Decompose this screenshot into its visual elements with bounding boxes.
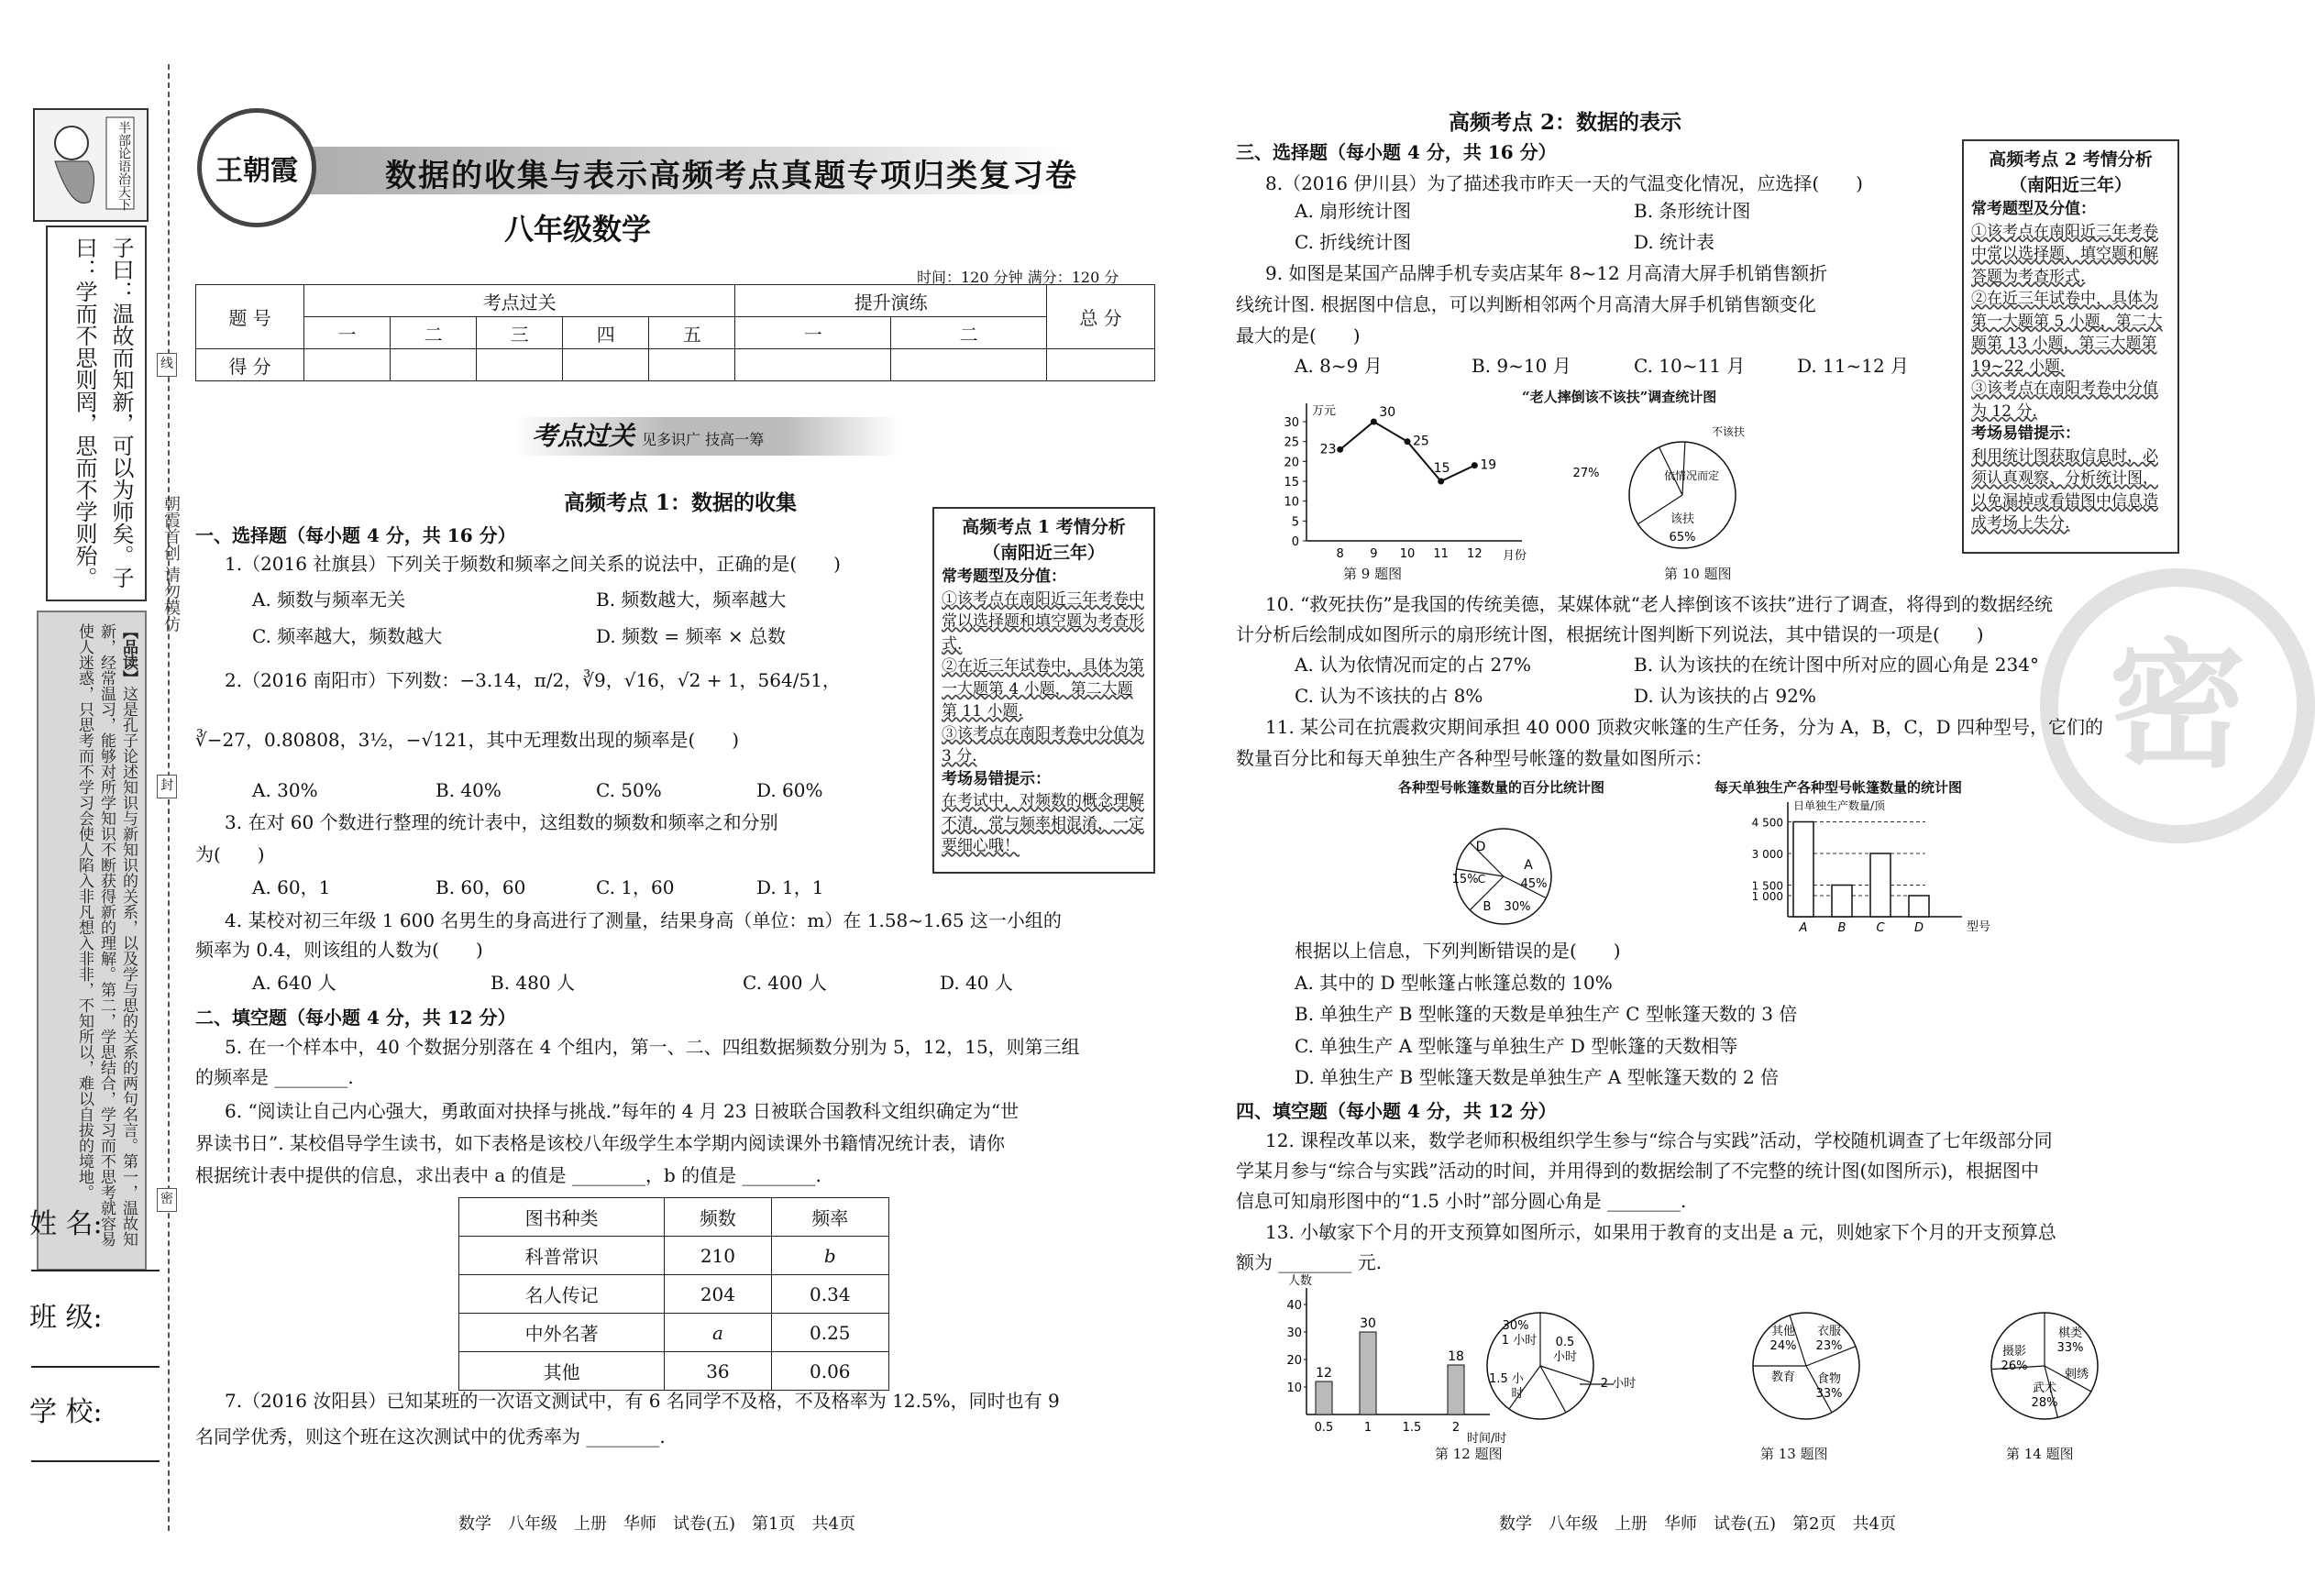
q11-line2: 数量百分比和每天单独生产各种型号帐篷的数量如图所示： [1236,747,1713,769]
fig11b-title: 每天单独生产各种型号帐篷数量的统计图 [1714,779,1963,796]
pie-label: 33% [1815,1387,1843,1401]
x-axis-label: 型号 [1967,920,1991,934]
pie-label: 教育 [1770,1370,1796,1384]
data-point [1472,462,1478,468]
fig11a-title: 各种型号帐篷数量的百分比统计图 [1398,779,1605,796]
q4-line1: 4. 某校对初三年级 1 600 名男生的身高进行了测量，结果身高（单位：m）在 1.58~1.65 这一小组的 [225,909,1062,931]
x-tick-label: 12 [1467,547,1483,561]
score-cell[interactable] [649,349,735,381]
q2-line1: 2.（2016 南阳市）下列数：−3.14，π/2，∛9，√16，√2 + 1，564/51， [225,669,841,691]
section-1: 一、选择题（每小题 4 分，共 16 分） [195,524,516,546]
y-tick-label: 30 [1284,416,1299,430]
q11-line3: 根据以上信息，下列判断错误的是( ) [1295,940,1621,962]
fig14-pie-chart [1976,1300,2113,1437]
pie-label: 不该扶 [1711,425,1746,438]
school-label: 学 校: [29,1396,103,1428]
pie-label: 依情况而定 [1663,469,1720,482]
books-cell: 中外名著 [459,1314,665,1352]
fig12-pie-chart [1462,1300,1637,1437]
q9-opt-b: B. 9~10 月 [1472,355,1571,377]
q13-line2: 额为 ________ 元. [1236,1251,1383,1273]
box1-l3: ③该考点在南阳考卷中分值为 3 分. [942,724,1144,765]
score-header: 题 号 [196,285,304,349]
q1-opt-d: D. 频数 = 频率 × 总数 [596,625,786,647]
q3-line2: 为( ) [195,843,265,865]
analysis-box-1 [932,507,1155,874]
class-line[interactable] [31,1366,160,1368]
q9-opt-d: D. 11~12 月 [1797,355,1910,377]
q4-opt-d: D. 40 人 [940,972,1013,994]
reading-label: 【品读】 [119,623,138,686]
pie-label: A [1524,858,1533,873]
pie-label: 33% [2056,1341,2084,1355]
data-label: 23 [1319,442,1337,457]
y-tick-label: 5 [1291,515,1299,530]
q13-line1: 13. 小敏家下个月的开支预算如图所示，如果用于教育的支出是 a 元，则她家下个月的开支预算总 [1265,1221,2056,1243]
x-axis-label: 月份 [1503,549,1527,563]
pie-label: C [1477,873,1486,886]
pie-label: 武术 [2032,1381,2057,1395]
analysis-box-2 [1962,139,2179,554]
books-header: 图书种类 [459,1198,665,1237]
y-tick-label: 30 [1286,1326,1302,1340]
section-banner [513,417,898,456]
cut-label-2: 封 [157,775,177,798]
books-cell: 0.34 [771,1275,888,1314]
pie-label: 2 小时 [1600,1377,1637,1391]
q4-line2: 频率为 0.4，则该组的人数为( ) [195,939,483,961]
pie-label: B [1483,900,1492,914]
score-col: 二 [391,317,477,349]
section-4: 四、填空题（每小题 4 分，共 12 分） [1236,1100,1557,1122]
x-axis-label: 时间/时 [1467,1432,1507,1446]
sidebar-top-text: 半部论语治天下 [116,121,131,211]
books-cell: 0.06 [771,1352,888,1391]
q12-line3: 信息可知扇形图中的“1.5 小时”部分圆心角是 ________. [1236,1190,1687,1212]
box1-l2: ②在近三年试卷中，具体为第一大题第 4 小题，第二大题第 11 小题. [942,657,1144,721]
pie-label: 食物 [1816,1372,1842,1386]
y-tick-label: 1 500 [1751,879,1783,893]
x-tick-label: 1.5 [1402,1421,1422,1435]
fig13-pie-chart [1737,1300,1875,1437]
fig12-caption: 第 12 题图 [1435,1446,1503,1462]
score-col: 三 [477,317,563,349]
q3-opt-a: A. 60，1 [252,876,331,898]
score-col: 一 [735,317,891,349]
y-axis-label: 日单独生产数量/顶 [1793,799,1886,812]
box2-l2: ②在近三年试卷中，具体为第一大题第 5 小题，第二大题第 13 小题，第三大题第 19~22 小题. [1971,290,2163,376]
score-cell[interactable] [1047,349,1155,381]
fig11-pie-chart [1439,814,1586,933]
q11-opt-a: A. 其中的 D 型帐篷占帐篷总数的 10% [1295,972,1613,994]
data-label: 12 [1316,1366,1332,1381]
score-cell[interactable] [477,349,563,381]
pie-label: 45% [1520,877,1548,891]
books-cell: 204 [665,1275,771,1314]
box1-h1: 常考题型及分值： [942,567,1066,586]
reading-text: 这是孔子论述知识与新知识的关系，以及学与思的关系的两句名言。第一，温故知新，经常温习，能够对所学知识不断获得新的理解。第二，学思结合，学习而不思考就容易使人迷惑，只思考而不学习会使人陷入非凡想入非非，不知所以，难以自拔的境地。 [75,623,138,1247]
q10-opt-d: D. 认为该扶的占 92% [1634,685,1816,707]
q9-opt-a: A. 8~9 月 [1295,355,1383,377]
banner-sub: 见多识广 技高一筹 [642,431,765,448]
score-group-1: 考点过关 [304,285,735,317]
x-tick-label: 1 [1363,1421,1372,1435]
data-point [1438,479,1444,485]
books-header: 频率 [771,1198,888,1237]
score-cell[interactable] [304,349,391,381]
pie-label: 衣服 [1816,1325,1842,1338]
score-col: 一 [304,317,391,349]
books-cell: 其他 [459,1352,665,1391]
q10-opt-b: B. 认为该扶的在统计图中所对应的圆心角是 234° [1634,654,2039,676]
bar [1360,1332,1376,1414]
pie-label: 30% [1502,1319,1529,1333]
y-tick-label: 40 [1286,1299,1302,1313]
q8-opt-d: D. 统计表 [1634,231,1715,253]
box1-l1: ①该考点在南阳近三年考卷中常以选择题和填空题为考查形式. [942,589,1144,654]
x-tick-label: 11 [1433,547,1449,561]
q8-opt-a: A. 扇形统计图 [1295,200,1412,222]
q9-line1: 9. 如图是某国产品牌手机专卖店某年 8~12 月高清大屏手机销售额折 [1265,262,1828,284]
sidebar-reading [37,611,147,1271]
books-cell: 科普常识 [459,1237,665,1275]
section-3: 三、选择题（每小题 4 分，共 16 分） [1236,141,1557,163]
data-label: 25 [1413,434,1429,449]
y-tick-label: 15 [1284,476,1299,490]
fig13-caption: 第 13 题图 [1760,1446,1828,1462]
q6-line2: 界读书日”. 某校倡导学生读书，如下表格是该校八年级学生本学期内阅读课外书籍情况统计表，请你 [195,1132,1005,1154]
q2-opt-d: D. 60% [756,779,823,801]
score-cell[interactable] [563,349,649,381]
x-tick-label: 0.5 [1314,1421,1334,1435]
bar [1870,853,1891,917]
books-cell: 0.25 [771,1314,888,1352]
cut-label-3: 密 [157,1188,177,1212]
right-heading: 高频考点 2：数据的表示 [1449,110,1682,135]
y-axis-label: 人数 [1288,1274,1313,1288]
q2-line2: ∛−27，0.80808，3½，−√121，其中无理数出现的频率是( ) [195,729,740,751]
score-cell[interactable] [391,349,477,381]
data-label: 19 [1480,457,1497,473]
q1-opt-a: A. 频数与频率无关 [252,589,406,611]
data-label: 15 [1433,461,1450,476]
x-tick-label: B [1837,921,1846,935]
x-tick-label: C [1876,921,1885,935]
q8: 8.（2016 伊川县）为了描述我市昨天一天的气温变化情况，应选择( ) [1265,172,1863,194]
y-tick-label: 10 [1286,1381,1302,1395]
q10-opt-c: C. 认为不该扶的占 8% [1295,685,1483,707]
score-cell[interactable] [891,349,1047,381]
score-group-2: 提升演练 [735,285,1047,317]
score-table [195,284,1155,381]
data-point [1337,446,1343,453]
fig10-caption: 第 10 题图 [1664,566,1732,582]
x-tick-label: 8 [1336,547,1344,561]
box1-l4: 在考试中，对频数的概念理解不清，常与频率相混淆，一定要细心哦！ [942,792,1144,855]
score-col: 二 [891,317,1047,349]
logo: 王朝霞 [197,108,316,227]
q2-opt-a: A. 30% [252,779,318,801]
q9-opt-c: C. 10~11 月 [1634,355,1746,377]
page-title: 数据的收集与表示高频考点真题专项归类复习卷 [385,158,1078,194]
box2-l4: 利用统计图获取信息时，必须认真观察、分析统计图，以免漏掉或看错图中信息造成考场上失分. [1971,446,2158,533]
y-tick-label: 0 [1291,535,1299,549]
bar [1909,896,1929,917]
pie-label: 棋类 [2057,1326,2083,1340]
q3-opt-b: B. 60，60 [435,876,526,898]
q7-line2: 名同学优秀，则这个班在这次测试中的优秀率为 ________. [195,1425,666,1447]
q6-line1: 6. “阅读让自己内心强大，勇敢面对抉择与挑战.”每年的 4 月 23 日被联合国教科文组织确定为“世 [225,1100,1020,1122]
score-total: 总 分 [1047,285,1155,349]
box2-l1: ①该考点在南阳近三年考卷中常以选择题、填空题和解答题为考查形式. [1971,222,2158,286]
q3-opt-d: D. 1，1 [756,876,824,898]
q11-line1: 11. 某公司在抗震救灾期间承担 40 000 顶救灾帐篷的生产任务，分为 A，B，C，D 四种型号，它们的 [1265,716,2104,738]
class-label: 班 级: [29,1302,103,1334]
q2-opt-b: B. 40% [435,779,502,801]
q8-opt-b: B. 条形统计图 [1634,200,1751,222]
books-cell: 名人传记 [459,1275,665,1314]
box2-subtitle: （南阳近三年） [2009,175,2132,195]
sidebar-emblem [33,108,149,222]
fig11-bar-chart [1724,798,1991,935]
box2-title: 高频考点 2 考情分析 [1989,149,2153,170]
y-tick-label: 20 [1286,1354,1302,1368]
pie-label: 剌绣 [2064,1368,2089,1381]
pie-label: 23% [1815,1339,1843,1353]
footer-right: 数学 八年级 上册 华师 试卷(五) 第2页 共4页 [1499,1514,1896,1534]
score-row-label: 得 分 [196,349,304,381]
school-line[interactable] [31,1460,160,1462]
left-heading: 高频考点 1：数据的收集 [564,490,798,515]
x-tick-label: A [1799,921,1808,935]
bar [1793,822,1813,918]
name-line[interactable] [31,1270,160,1271]
q4-opt-b: B. 480 人 [491,972,575,994]
q1-opt-b: B. 频数越大，频率越大 [596,589,787,611]
box2-l3: ③该考点在南阳考卷中分值为 12 分. [1971,380,2158,421]
q11-opt-c: C. 单独生产 A 型帐篷与单独生产 D 型帐篷的天数相等 [1295,1035,1738,1057]
books-cell: 210 [665,1237,771,1275]
books-cell: 36 [665,1352,771,1391]
fig10-title: “老人摔倒该不该扶”调查统计图 [1522,389,1717,405]
q3-opt-c: C. 1，60 [596,876,675,898]
pie-label: 时 [1511,1387,1524,1401]
books-cell: b [771,1237,888,1275]
books-header: 频数 [665,1198,771,1237]
box1-h2: 考场易错提示： [942,769,1051,788]
score-col: 五 [649,317,735,349]
box2-h1: 常考题型及分值： [1971,200,2096,218]
q9-line2: 线统计图. 根据图中信息，可以判断相邻两个月高清大屏手机销售额变化 [1236,293,1816,315]
pie-label: 28% [2031,1396,2058,1410]
fig9-caption: 第 9 题图 [1343,566,1403,582]
exam-meta: 时间：120 分钟 满分：120 分 [917,269,1119,286]
q10-opt-a: A. 认为依情况而定的占 27% [1295,654,1531,676]
q11-opt-d: D. 单独生产 B 型帐篷天数是单独生产 A 型帐篷天数的 2 倍 [1295,1066,1780,1088]
y-axis-label: 万元 [1312,404,1337,418]
data-label: 30 [1360,1316,1376,1331]
pie-label: D [1475,840,1486,854]
x-tick-label: D [1913,921,1924,935]
data-point [1405,438,1411,445]
q1: 1.（2016 社旗县）下列关于频数和频率之间关系的说法中，正确的是( ) [225,553,841,575]
y-tick-label: 4 500 [1751,816,1783,830]
books-cell: a [665,1314,771,1352]
q8-opt-c: C. 折线统计图 [1295,231,1412,253]
cut-label-1: 线 [157,353,177,377]
box1-title: 高频考点 1 考情分析 [962,517,1126,537]
pie-label: 1 小时 [1501,1334,1538,1348]
bar [1832,886,1852,918]
watermark-seal: 密 [2040,568,2315,843]
score-cell[interactable] [735,349,891,381]
pie-label: 摄影 [2001,1345,2027,1359]
y-tick-label: 20 [1284,456,1299,470]
q3-line1: 3. 在对 60 个数进行整理的统计表中，这组数的频数和频率之和分别 [225,811,778,833]
pie-label: 其他 [1770,1325,1796,1338]
q4-opt-a: A. 640 人 [252,972,336,994]
pie-label: 该扶 [1670,512,1695,526]
q12-line1: 12. 课程改革以来，数学老师积极组织学生参与“综合与实践”活动，学校随机调查了七年级部分同 [1265,1129,2053,1151]
pie-label: 1.5 小 [1489,1372,1524,1386]
series-line [1340,422,1475,481]
q1-opt-c: C. 频率越大，频数越大 [252,625,443,647]
q9-line3: 最大的是( ) [1236,325,1361,347]
q12-line2: 学某月参与“综合与实践”活动的时间，并用得到的数据绘制了不完整的统计图(如图所示)，根据图中 [1236,1160,2040,1182]
q6-line3: 根据统计表中提供的信息，求出表中 a 的值是 ________，b 的值是 ________. [195,1164,821,1186]
pie-label: 0.5 [1555,1336,1575,1349]
footer-left: 数学 八年级 上册 华师 试卷(五) 第1页 共4页 [458,1514,855,1534]
name-label: 姓 名: [29,1208,103,1240]
q11-opt-b: B. 单独生产 B 型帐篷的天数是单独生产 C 型帐篷天数的 3 倍 [1295,1003,1798,1025]
books-table [458,1197,889,1391]
page-subtitle: 八年级数学 [503,212,651,247]
pie-label: 27% [1572,467,1600,480]
q5-line1: 5. 在一个样本中，40 个数据分别落在 4 个组内，第一、二、四组数据频数分别为 5，12，15，则第三组 [225,1036,1080,1058]
q4-opt-c: C. 400 人 [743,972,827,994]
pie-label: 65% [1669,531,1696,545]
sidebar-quote: 子曰：温故而知新，可以为师矣。子曰：学而不思则罔，思而不学则殆。 [46,226,147,601]
fig10-pie-chart [1568,417,1779,573]
data-label: 30 [1379,405,1396,420]
y-tick-label: 1 000 [1751,890,1783,903]
pie-label: 24% [1769,1339,1797,1353]
y-tick-label: 10 [1284,495,1299,510]
pie-label: 30% [1504,900,1531,914]
y-tick-label: 3 000 [1751,848,1783,861]
x-tick-label: 9 [1370,547,1378,561]
pie-label: 26% [2001,1359,2028,1373]
score-col: 四 [563,317,649,349]
fig9-line-chart [1270,394,1536,568]
fig14-caption: 第 14 题图 [2006,1446,2074,1462]
q5-line2: 的频率是 ________. [195,1066,354,1088]
q2-opt-c: C. 50% [596,779,662,801]
vertical-note: 朝霞首创 请勿模仿 [161,495,181,633]
y-tick-label: 25 [1284,435,1299,450]
x-tick-label: 10 [1399,547,1416,561]
box2-h2: 考场易错提示： [1971,424,2080,443]
banner-main: 考点过关 [532,421,635,451]
x-tick-label: 2 [1451,1421,1461,1435]
section-2: 二、填空题（每小题 4 分，共 12 分） [195,1007,516,1029]
bar [1316,1381,1332,1414]
data-point [1371,419,1377,425]
pie-label: 小时 [1552,1350,1578,1364]
pie-label: 15% [1451,873,1479,886]
box1-subtitle: （南阳近三年） [982,543,1105,563]
q7-line1: 7.（2016 汝阳县）已知某班的一次语文测试中，有 6 名同学不及格，不及格率为 12.5%，同时也有 9 [225,1390,1060,1412]
q10-line2: 计分析后绘制成如图所示的扇形统计图，根据统计图判断下列说法，其中错误的一项是( ) [1236,623,1984,645]
q10-line1: 10. “救死扶伤”是我国的传统美德，某媒体就“老人摔倒该不该扶”进行了调查，将得到的数据经统 [1265,593,2054,615]
data-label: 18 [1448,1349,1464,1364]
